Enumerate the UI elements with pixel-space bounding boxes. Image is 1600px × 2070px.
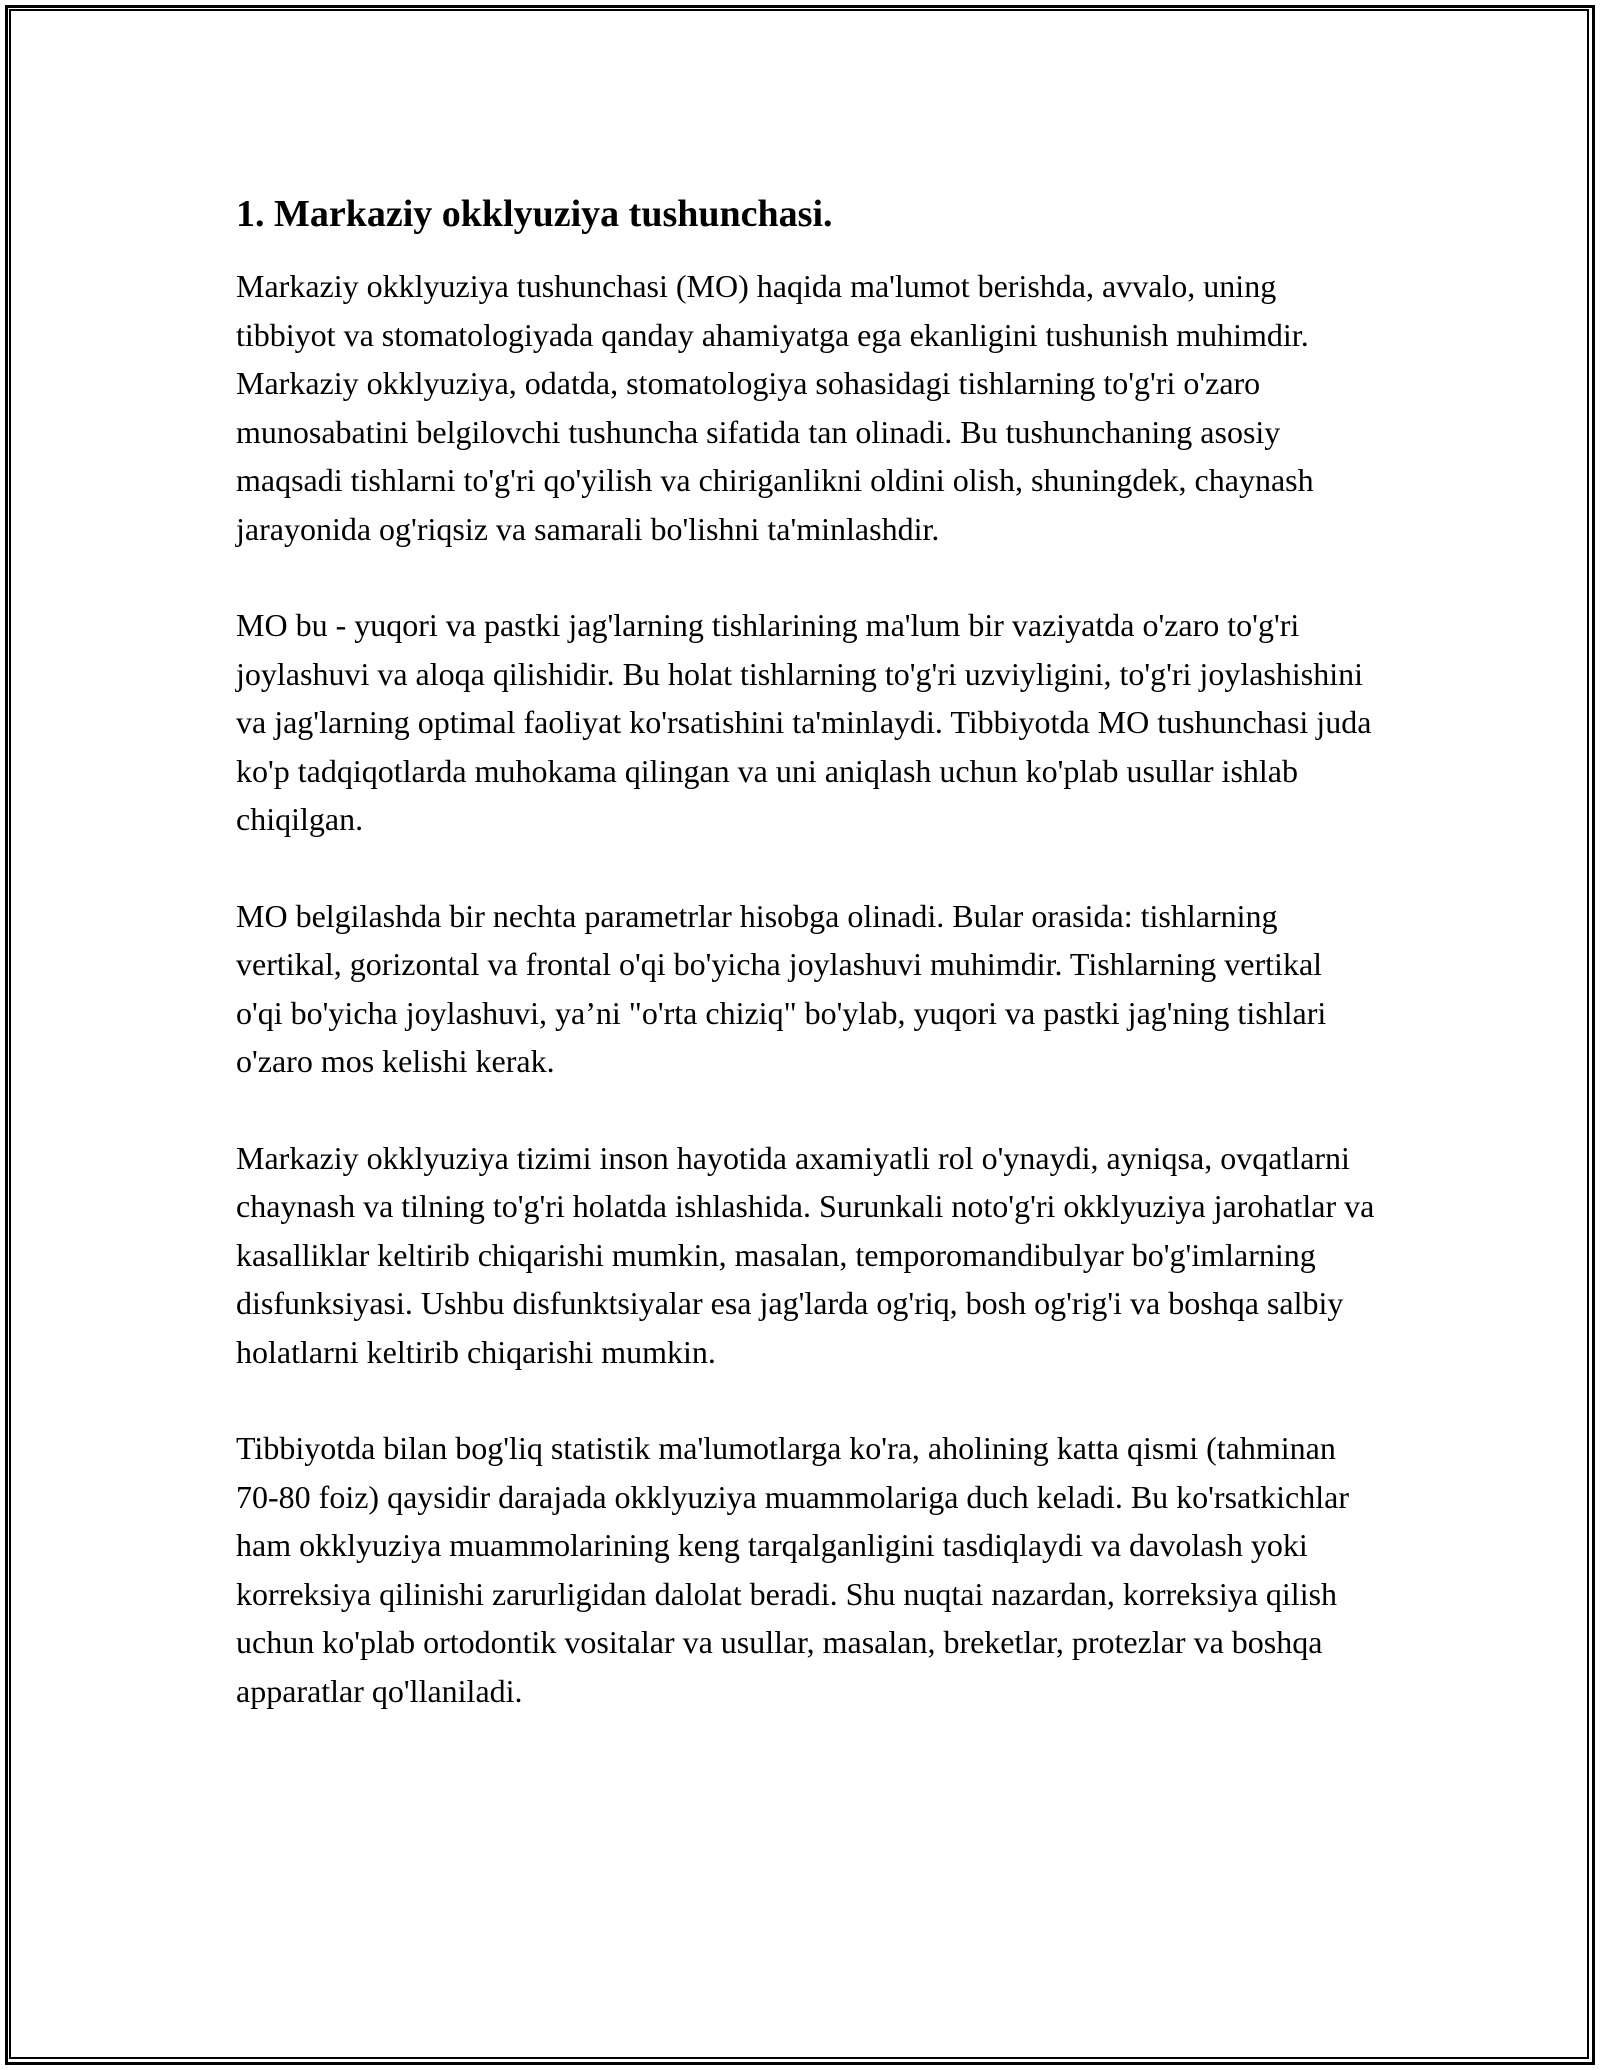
section-heading: 1. Markaziy okklyuziya tushunchasi. [236, 193, 833, 235]
paragraph-5: Tibbiyotda bilan bog'liq statistik ma'lumotlarga ko'ra, aholining katta qismi (tahminan 70-80 foiz) qaysidir darajada okklyuziya muammolariga duch keladi. Bu ko'rsatkichlar ham okklyuziya muammolarining keng tarqalganligini tasdiqlaydi va davolash yoki korreksiya qilinishi zarurligidan dalolat beradi. Shu nuqtai nazardan, korreksiya qilish uchun ko'plab ortodontik vositalar va usullar, masalan, breketlar, protezlar va boshqa apparatlar qo'llaniladi. [236, 1430, 1349, 1709]
paragraph-3: MO belgilashda bir nechta parametrlar hisobga olinadi. Bular orasida: tishlarning vertikal, gorizontal va frontal o'qi bo'yicha joylashuvi muhimdir. Tishlarning vertikal o'qi bo'yicha joylashuvi, ya’ni "o'rta chiziq" bo'ylab, yuqori va pastki jag'ning tishlari o'zaro mos kelishi kerak. [236, 897, 1327, 1079]
paragraph-1: Markaziy okklyuziya tushunchasi (MO) haqida ma'lumot berishda, avvalo, uning tibbiyot va stomatologiyada qanday ahamiyatga ega ekanligini tushunish muhimdir. Markaziy okklyuziya, odatda, stomatologiya sohasidagi tishlarning to'g'ri o'zaro munosabatini belgilovchi tushuncha sifatida tan olinadi. Bu tushunchaning asosiy maqsadi tishlarni to'g'ri qo'yilish va chiriganlikni oldini olish, shuningdek, chaynash jarayonida og'riqsiz va samarali bo'lishni ta'minlashdir. [236, 268, 1314, 547]
document-body [236, 190, 1376, 1763]
paragraph-2: MO bu - yuqori va pastki jag'larning tishlarining ma'lum bir vaziyatda o'zaro to'g'ri joylashuvi va aloqa qilishidir. Bu holat tishlarning to'g'ri uzviyligini, to'g'ri joylashishini va jag'larning optimal faoliyat ko'rsatishini ta'minlaydi. Tibbiyotda MO tushunchasi juda ko'p tadqiqotlarda muhokama qilingan va uni aniqlash uchun ko'plab usullar ishlab chiqilgan. [236, 607, 1372, 837]
paragraph-4: Markaziy okklyuziya tizimi inson hayotida axamiyatli rol o'ynaydi, ayniqsa, ovqatlarni chaynash va tilning to'g'ri holatda ishlashida. Surunkali noto'g'ri okklyuziya jarohatlar va kasalliklar keltirib chiqarishi mumkin, masalan, temporomandibulyar bo'g'imlarning disfunksiyasi. Ushbu disfunktsiyalar esa jag'larda og'riq, bosh og'rig'i va boshqa salbiy holatlarni keltirib chiqarishi mumkin. [236, 1139, 1375, 1370]
